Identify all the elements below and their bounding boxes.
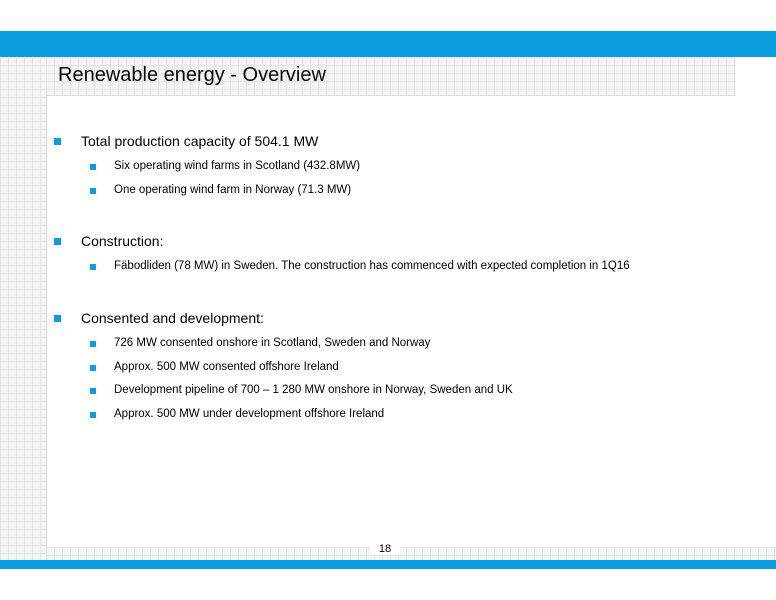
header-bar xyxy=(0,31,776,57)
bullet-production-capacity xyxy=(81,133,318,149)
bullet-text: Total production capacity of 504.1 MW xyxy=(81,133,319,149)
sub-bullet-offshore-development xyxy=(114,408,384,420)
left-grid-margin xyxy=(0,57,47,560)
bullet-square-icon xyxy=(54,138,61,145)
bullet-square-icon xyxy=(54,315,61,322)
bullet-text: Six operating wind farms in Scotland (432.8MW) xyxy=(114,160,361,172)
bullet-square-icon xyxy=(90,188,96,194)
sub-bullet-norway xyxy=(114,184,351,196)
bullet-consented-development xyxy=(81,310,264,326)
sub-bullet-consented-offshore xyxy=(114,361,339,373)
bullet-text: Development pipeline of 700 – 1 280 MW onshore in Norway, Sweden and UK xyxy=(114,384,513,396)
bullet-text: Approx. 500 MW consented offshore Ireland xyxy=(114,361,339,373)
bullet-square-icon xyxy=(90,341,96,347)
footer-bar xyxy=(0,560,776,569)
bullet-text: Consented and development: xyxy=(81,310,264,326)
page-title: Renewable energy - Overview xyxy=(58,64,326,86)
bullet-text: Approx. 500 MW under development offshore Ireland xyxy=(114,408,385,420)
bullet-text: Construction: xyxy=(81,233,164,249)
sub-bullet-development-pipeline xyxy=(114,384,513,396)
bullet-square-icon xyxy=(90,388,96,394)
bullet-square-icon xyxy=(90,164,96,170)
bullet-text: One operating wind farm in Norway (71.3 MW) xyxy=(114,184,352,196)
bullet-construction xyxy=(81,233,163,249)
bullet-square-icon xyxy=(90,264,96,270)
bullet-square-icon xyxy=(54,238,61,245)
footer-grid xyxy=(46,547,776,560)
page-number: 18 xyxy=(370,543,400,555)
sub-bullet-consented-onshore xyxy=(114,337,430,349)
bullet-text: Fäbodliden (78 MW) in Sweden. The construction has commenced with expected completion in 1Q16 xyxy=(114,260,630,272)
sub-bullet-scotland xyxy=(114,160,360,172)
sub-bullet-fabodliden xyxy=(114,260,630,272)
bullet-square-icon xyxy=(90,365,96,371)
bullet-text: 726 MW consented onshore in Scotland, Sweden and Norway xyxy=(114,337,431,349)
bullet-square-icon xyxy=(90,412,96,418)
